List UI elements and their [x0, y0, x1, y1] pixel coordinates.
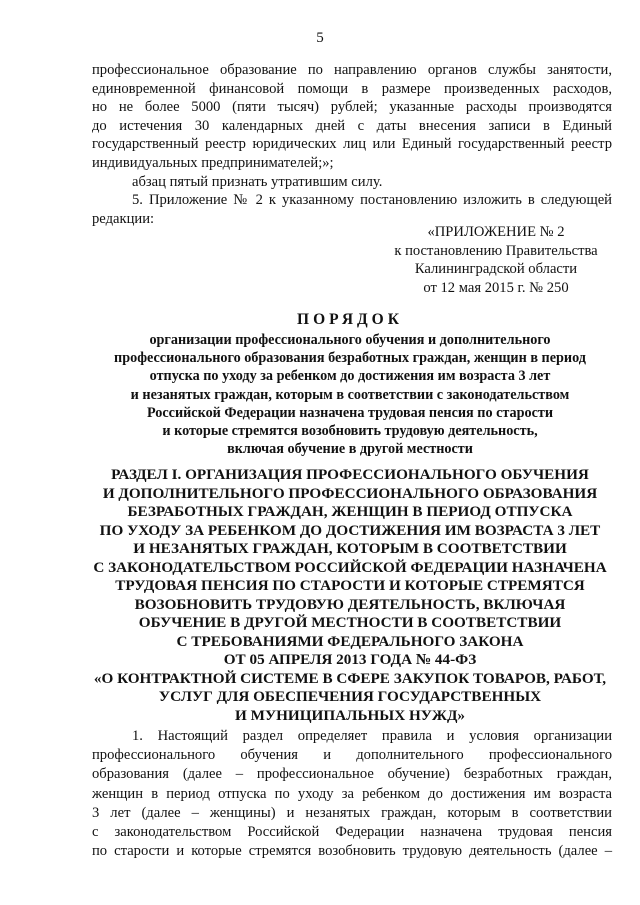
section-heading-line: И ДОПОЛНИТЕЛЬНОГО ПРОФЕССИОНАЛЬНОГО ОБРАЗОВАНИЯ	[102, 484, 598, 502]
paragraph-line: с законодательством Российской Федерации назначена трудовая пенсия	[92, 824, 612, 841]
order-subtitle-line: и которые стремятся возобновить трудовую деятельность,	[162, 423, 538, 440]
item5-line: редакции:	[92, 210, 155, 227]
page-number: 5	[316, 30, 324, 46]
paragraph-line: по старости и которые стремятся возобновить трудовую деятельность (далее –	[92, 843, 612, 860]
order-title: ПОРЯДОК	[297, 311, 403, 328]
intro-line: до истечения 30 календарных дней с даты внесения записи в Единый	[92, 117, 612, 134]
abzac-line: абзац пятый признать утратившим силу.	[132, 173, 383, 190]
paragraph-1	[92, 727, 612, 861]
section-heading-line: ОТ 05 АПРЕЛЯ 2013 ГОДА № 44-ФЗ	[223, 651, 477, 668]
order-subtitle-line: отпуска по уходу за ребенком до достижения им возраста 3 лет	[149, 368, 551, 385]
appendix-header	[380, 223, 612, 297]
section-heading-line: ВОЗОБНОВИТЬ ТРУДОВУЮ ДЕЯТЕЛЬНОСТЬ, ВКЛЮЧАЯ	[134, 595, 566, 613]
appendix-line: Калининградской области	[414, 261, 578, 278]
section-heading-line: ОБУЧЕНИЕ В ДРУГОЙ МЕСТНОСТИ В СООТВЕТСТВИИ	[138, 614, 562, 631]
section-heading-line: РАЗДЕЛ I. ОРГАНИЗАЦИЯ ПРОФЕССИОНАЛЬНОГО ОБУЧЕНИЯ	[111, 466, 589, 483]
intro-line: профессиональное образование по направлению органов службы занятости,	[92, 62, 612, 78]
paragraph-line: женщин в период отпуска по уходу за ребенком до достижения им возраста	[92, 785, 612, 802]
order-subtitle-line: и незанятых граждан, которым в соответствии с законодательством	[130, 386, 570, 403]
order-subtitle-line: профессионального образования безработных граждан, женщин в период	[114, 350, 586, 367]
section-heading-line: БЕЗРАБОТНЫХ ГРАЖДАН, ЖЕНЩИН В ПЕРИОД ОТПУСКА	[127, 503, 573, 520]
paragraph-line: профессионального обучения и дополнительного профессионального	[92, 747, 612, 764]
section-heading-line: УСЛУГ ДЛЯ ОБЕСПЕЧЕНИЯ ГОСУДАРСТВЕННЫХ	[158, 688, 542, 705]
section-heading-line: «О КОНТРАКТНОЙ СИСТЕМЕ В СФЕРЕ ЗАКУПОК ТОВАРОВ, РАБОТ,	[93, 669, 607, 687]
section-heading-line: С ЗАКОНОДАТЕЛЬСТВОМ РОССИЙСКОЙ ФЕДЕРАЦИИ НАЗНАЧЕНА	[93, 558, 607, 576]
appendix-line: к постановлению Правительства	[394, 242, 598, 259]
section-heading-line: И МУНИЦИПАЛЬНЫХ НУЖД»	[235, 706, 465, 724]
paragraph-line: 1. Настоящий раздел определяет правила и условия организации	[132, 728, 612, 744]
section-heading-line: ПО УХОДУ ЗА РЕБЕНКОМ ДО ДОСТИЖЕНИЯ ИМ ВОЗРАСТА 3 ЛЕТ	[99, 521, 601, 539]
intro-line: индивидуальных предпринимателей;»;	[92, 154, 334, 171]
intro-paragraph	[92, 61, 612, 228]
order-subtitle	[70, 331, 630, 458]
appendix-date: от 12 мая 2015 г. № 250	[423, 279, 569, 296]
section-heading-line: ТРУДОВАЯ ПЕНСИЯ ПО СТАРОСТИ И КОТОРЫЕ СТРЕМЯТСЯ	[115, 577, 585, 594]
section-heading-line: И НЕЗАНЯТЫХ ГРАЖДАН, КОТОРЫМ В СООТВЕТСТВИИ	[133, 540, 567, 557]
section-heading	[70, 466, 630, 725]
order-subtitle-line: организации профессионального обучения и дополнительного	[149, 332, 551, 348]
order-subtitle-line: Российской Федерации назначена трудовая пенсия по старости	[146, 404, 554, 421]
paragraph-line: образования (далее – профессиональное обучение) безработных граждан,	[92, 766, 612, 783]
intro-line: но не более 5000 (пяти тысяч) рублей; указанные расходы производятся	[92, 99, 612, 116]
paragraph-line: 3 лет (далее – женщины) и незанятых граждан, которым в соответствии	[92, 804, 612, 821]
order-subtitle-line: включая обучение в другой местности	[227, 441, 473, 458]
appendix-title: «ПРИЛОЖЕНИЕ № 2	[427, 224, 565, 240]
section-heading-line: С ТРЕБОВАНИЯМИ ФЕДЕРАЛЬНОГО ЗАКОНА	[176, 632, 524, 650]
intro-line: государственный реестр юридических лиц или Единый государственный реестр	[92, 136, 612, 153]
intro-line: единовременной финансовой помощи в размере произведенных расходов,	[92, 80, 612, 97]
item5-line: 5. Приложение № 2 к указанному постановлению изложить в следующей	[132, 192, 612, 209]
